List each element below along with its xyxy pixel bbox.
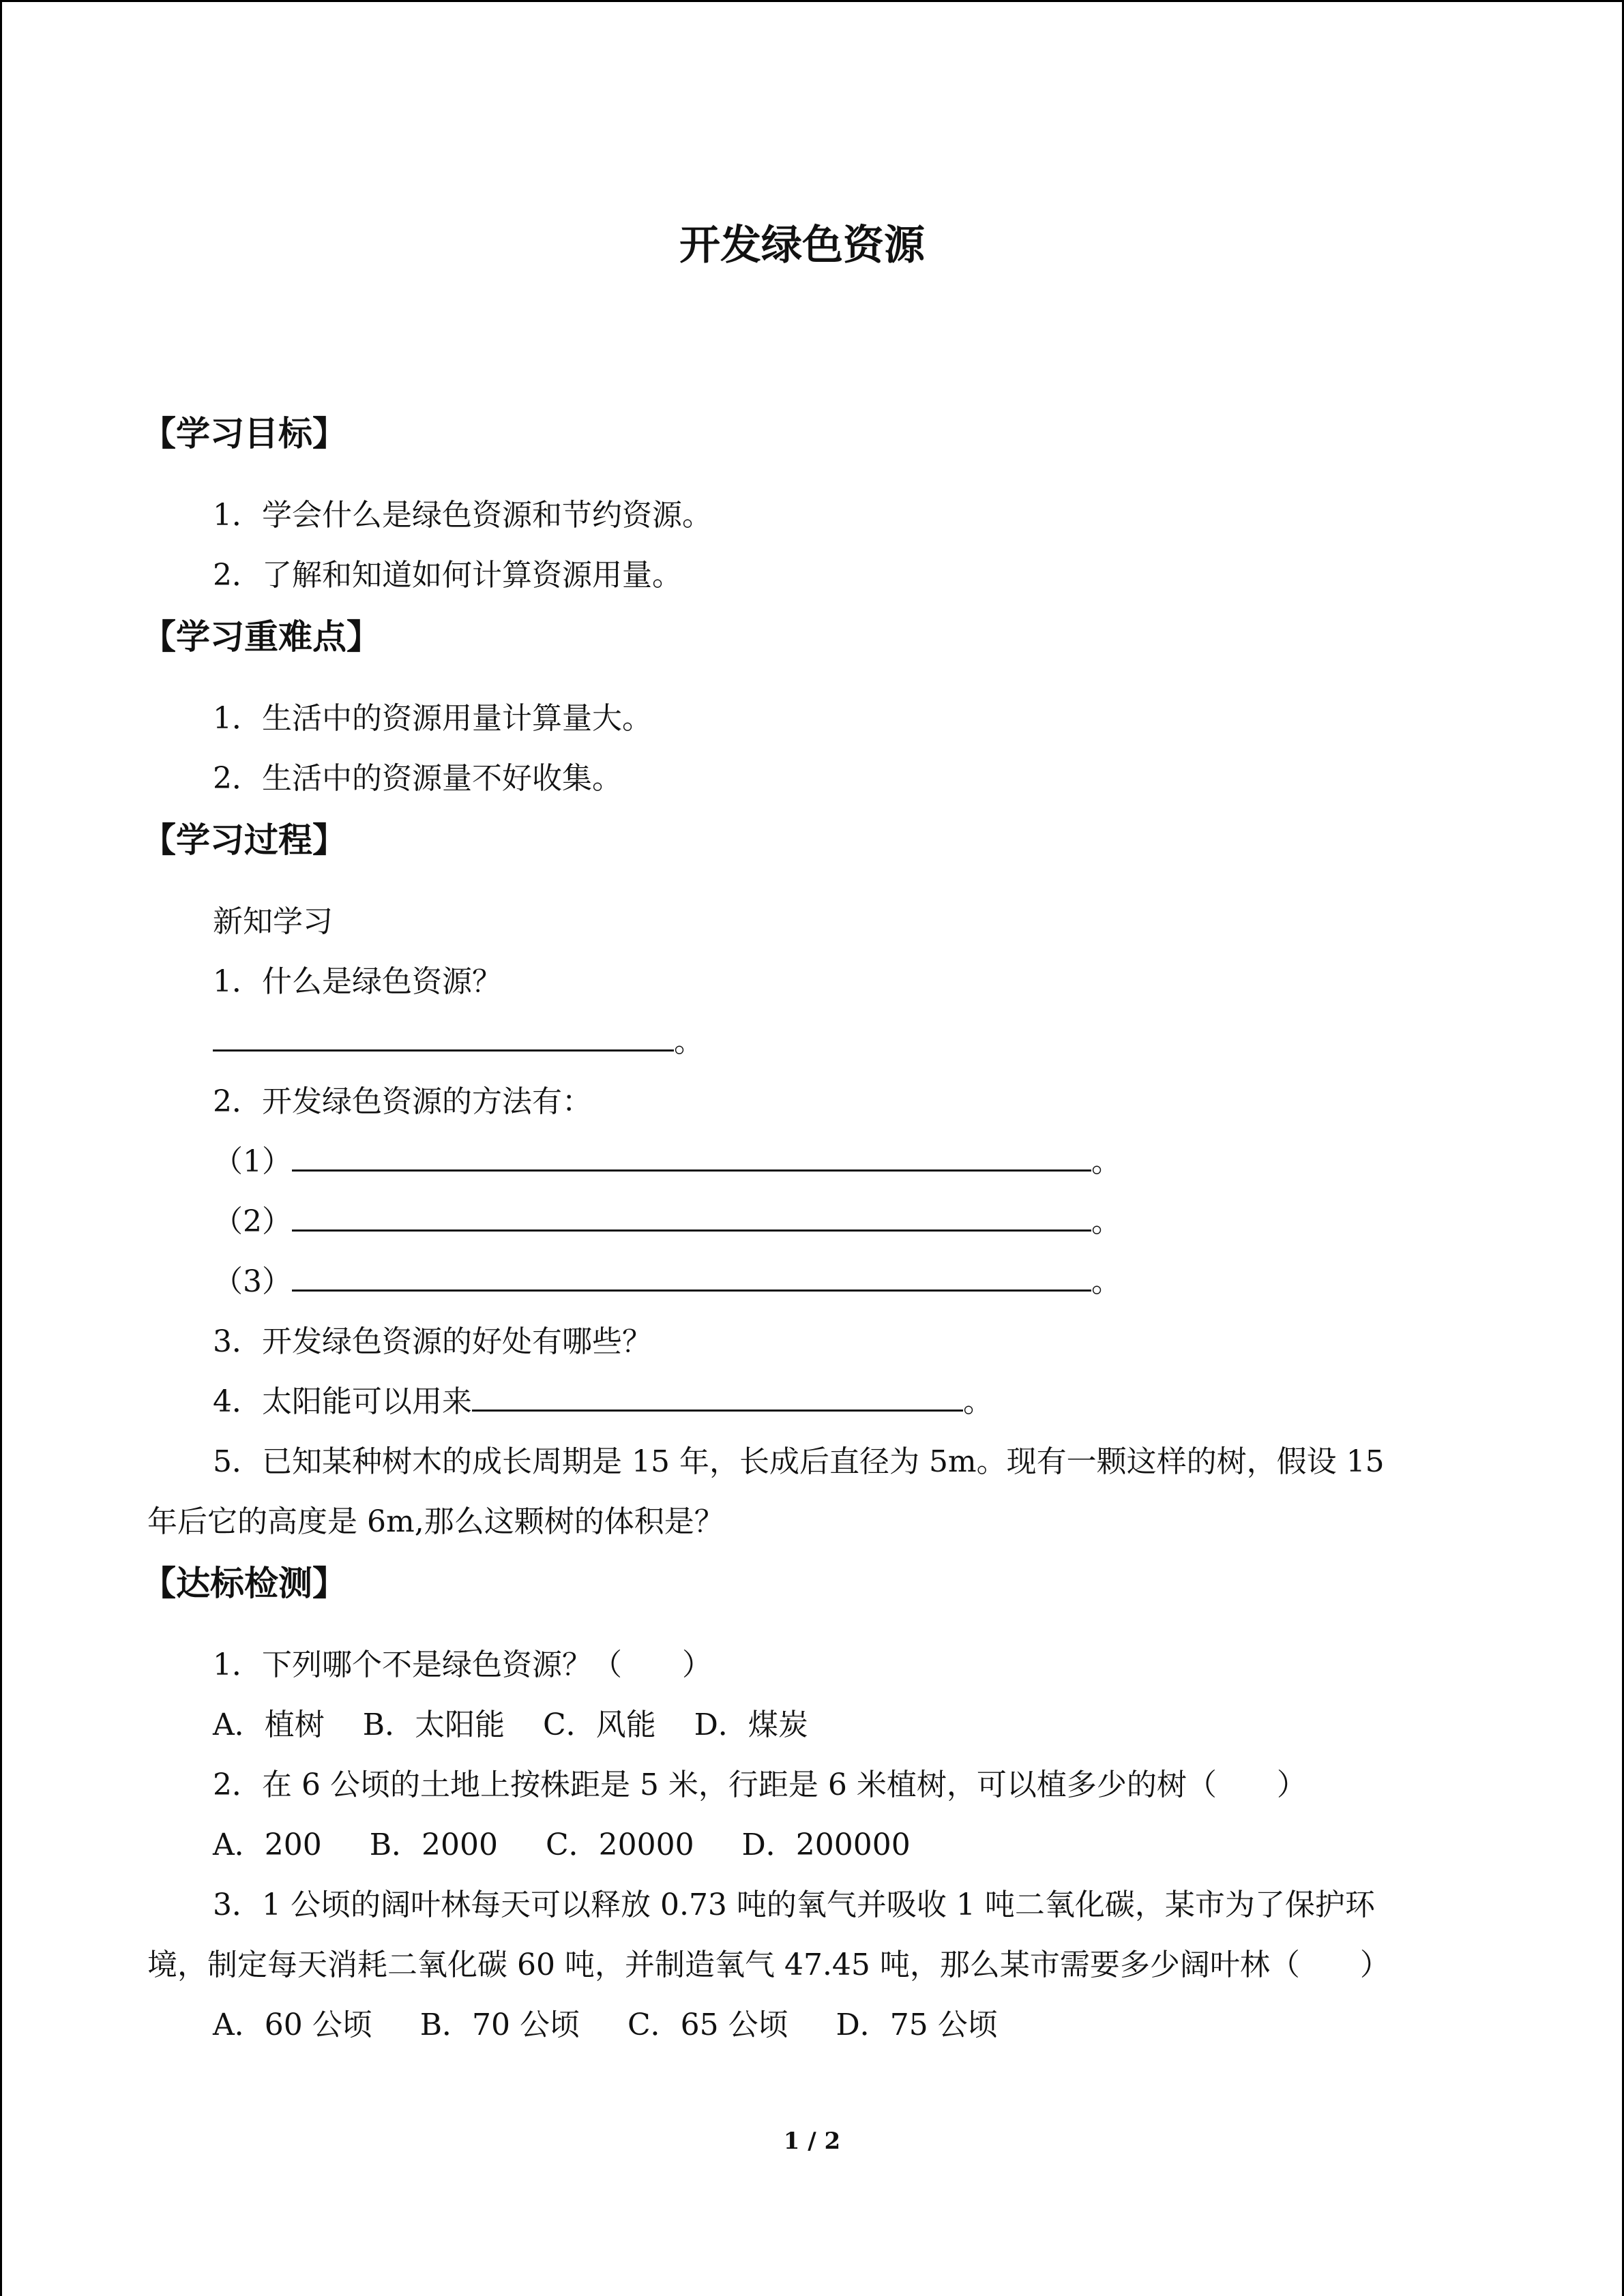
- key-point-item: 2．生活中的资源量不好收集。: [213, 761, 622, 796]
- fill-in-blank[interactable]: [292, 1134, 1091, 1172]
- period-mark: 。: [1091, 1204, 1121, 1239]
- method-number: （1）: [213, 1144, 292, 1179]
- check-question-2-options: [147, 1815, 1457, 1875]
- method-number: （2）: [213, 1204, 292, 1239]
- goal-item: 2．了解和知道如何计算资源用量。: [213, 558, 682, 593]
- fill-in-blank[interactable]: [292, 1254, 1091, 1292]
- section-heading-goals: 【学习目标】: [142, 414, 346, 453]
- fill-in-blank[interactable]: [472, 1374, 963, 1412]
- goal-item: 1．学会什么是绿色资源和节约资源。: [213, 498, 712, 533]
- option-a[interactable]: A．60 公顷: [213, 2008, 372, 2042]
- option-c[interactable]: C．20000: [545, 1828, 694, 1862]
- option-a[interactable]: A．200: [213, 1828, 322, 1862]
- period-mark: 。: [1091, 1144, 1121, 1179]
- option-b[interactable]: B．太阳能: [362, 1708, 505, 1742]
- page-number: 1 / 2: [783, 2128, 841, 2155]
- period-mark: 。: [674, 1024, 704, 1059]
- option-c[interactable]: C．风能: [543, 1708, 656, 1742]
- check-question-3-line-1: 3．1 公顷的阔叶林每天可以释放 0.73 吨的氧气并吸收 1 吨二氧化碳，某市为了保护环: [213, 1888, 1375, 1922]
- section-heading-key-points: 【学习重难点】: [142, 617, 381, 657]
- document-body: [142, 205, 1457, 2055]
- option-d[interactable]: D．煤炭: [694, 1708, 808, 1742]
- process-question-5-line-2: 年后它的高度是 6m,那么这颗树的体积是？: [147, 1504, 724, 1539]
- period-mark: 。: [963, 1384, 993, 1419]
- question-4-text: 4．太阳能可以用来: [213, 1384, 472, 1419]
- option-a[interactable]: A．植树: [213, 1708, 325, 1742]
- answer-line-1: [147, 1012, 1457, 1072]
- process-question-4: [147, 1372, 1457, 1432]
- check-question-3-line-2: 境，制定每天消耗二氧化碳 60 吨，并制造氧气 47.45 吨，那么某市需要多少阔叶林（ ）: [147, 1948, 1390, 1982]
- process-question-1: 1．什么是绿色资源？: [213, 964, 502, 999]
- page-title: 开发绿色资源: [679, 222, 925, 269]
- check-question-1: 1．下列哪个不是绿色资源？（ ）: [213, 1648, 712, 1682]
- section-heading-process: 【学习过程】: [142, 820, 346, 860]
- option-c[interactable]: C．65 公顷: [627, 2008, 788, 2042]
- method-number: （3）: [213, 1264, 292, 1299]
- key-point-item: 1．生活中的资源用量计算量大。: [213, 701, 652, 736]
- check-question-2: 2．在 6 公顷的土地上按株距是 5 米，行距是 6 米植树，可以植多少的树（ ）: [213, 1768, 1307, 1802]
- method-item-3: [147, 1252, 1457, 1312]
- option-d[interactable]: D．200000: [741, 1828, 911, 1862]
- process-question-3: 3．开发绿色资源的好处有哪些？: [213, 1324, 652, 1359]
- page-left-border: [0, 0, 2, 2296]
- method-item-2: [147, 1192, 1457, 1252]
- option-b[interactable]: B．70 公顷: [419, 2008, 580, 2042]
- check-question-1-options: [147, 1695, 1457, 1755]
- process-question-2: 2．开发绿色资源的方法有：: [213, 1084, 592, 1119]
- fill-in-blank[interactable]: [292, 1194, 1091, 1232]
- option-b[interactable]: B．2000: [369, 1828, 499, 1862]
- section-heading-check: 【达标检测】: [142, 1564, 346, 1603]
- process-intro: 新知学习: [213, 904, 333, 939]
- option-d[interactable]: D．75 公顷: [836, 2008, 998, 2042]
- process-question-5-line-1: 5．已知某种树木的成长周期是 15 年，长成后直径为 5m。现有一颗这样的树，假设 15: [213, 1444, 1385, 1479]
- fill-in-blank[interactable]: [213, 1014, 674, 1052]
- page-top-border: [0, 0, 1624, 2]
- period-mark: 。: [1091, 1264, 1121, 1299]
- method-item-1: [147, 1132, 1457, 1192]
- check-question-3-options: [147, 1995, 1457, 2055]
